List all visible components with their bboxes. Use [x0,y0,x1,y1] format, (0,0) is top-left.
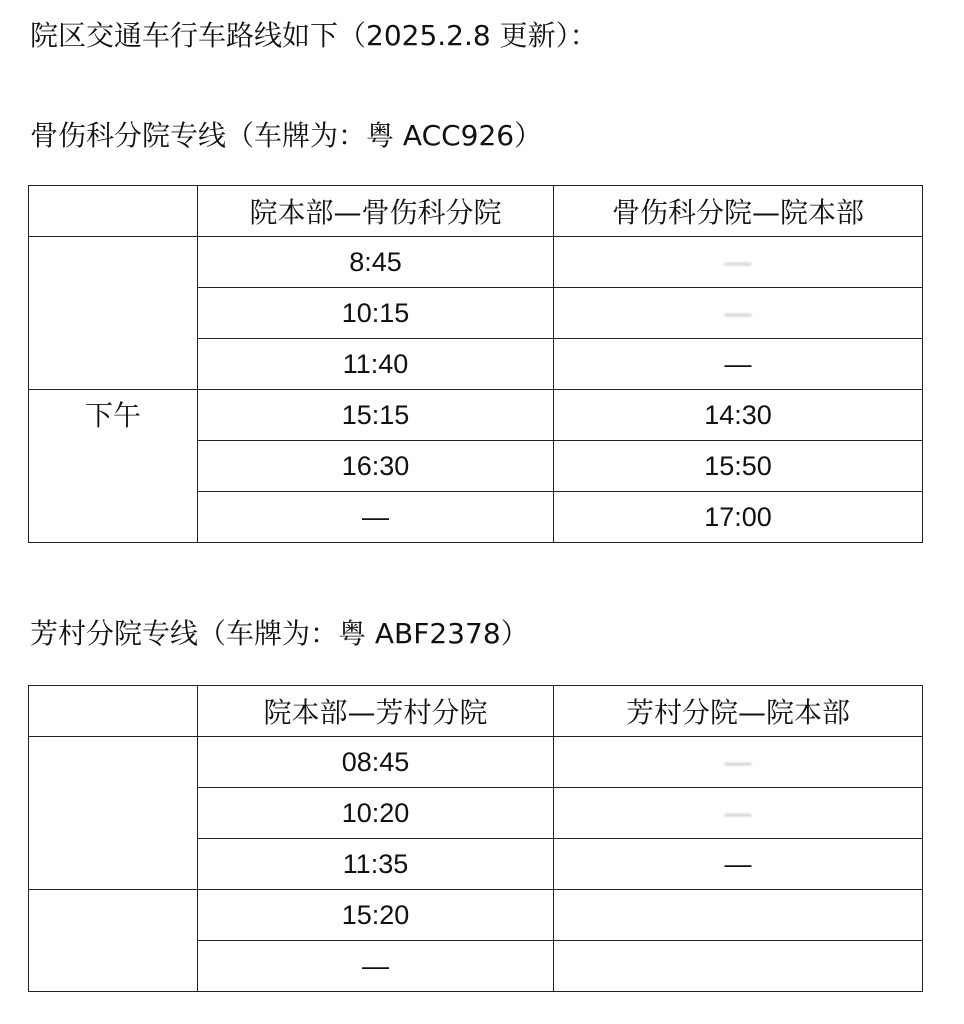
outbound-header: 院本部—骨伤科分院 [198,186,554,237]
morning-label [29,737,198,890]
period-header [29,186,198,237]
outbound-time: 8:45 [198,237,554,288]
return-time: — [554,339,923,390]
outbound-time: 15:20 [198,890,554,941]
afternoon-label: 下午 [29,390,198,543]
table-row [29,737,923,788]
outbound-time: — [198,941,554,992]
outbound-time: 16:30 [198,441,554,492]
return-header: 骨伤科分院—院本部 [554,186,923,237]
outbound-time: 15:15 [198,390,554,441]
return-time: 17:00 [554,492,923,543]
page-title: 院区交通车行车路线如下（2025.2.8 更新）： [30,19,598,52]
return-time [554,941,923,992]
route1-heading: 骨伤科分院专线（车牌为：粤 ACC926） [30,119,543,152]
period-header [29,686,198,737]
outbound-header: 院本部—芳村分院 [198,686,554,737]
return-time: — [554,839,923,890]
outbound-time: — [198,492,554,543]
return-header: 芳村分院—院本部 [554,686,923,737]
outbound-time: 11:40 [198,339,554,390]
route2-schedule-table [28,685,923,992]
afternoon-label [29,890,198,992]
route2-heading: 芳村分院专线（车牌为：粤 ABF2378） [30,617,529,650]
outbound-time: 08:45 [198,737,554,788]
outbound-time: 11:35 [198,839,554,890]
table-row [29,237,923,288]
table-row [29,390,923,441]
table-header-row [29,186,923,237]
return-time: — [554,288,923,339]
table-header-row [29,686,923,737]
outbound-time: 10:15 [198,288,554,339]
outbound-time: 10:20 [198,788,554,839]
route1-schedule-table [28,185,923,543]
return-time: — [554,237,923,288]
return-time: — [554,788,923,839]
return-time: — [554,737,923,788]
morning-label [29,237,198,390]
return-time [554,890,923,941]
return-time: 14:30 [554,390,923,441]
table-row [29,890,923,941]
return-time: 15:50 [554,441,923,492]
